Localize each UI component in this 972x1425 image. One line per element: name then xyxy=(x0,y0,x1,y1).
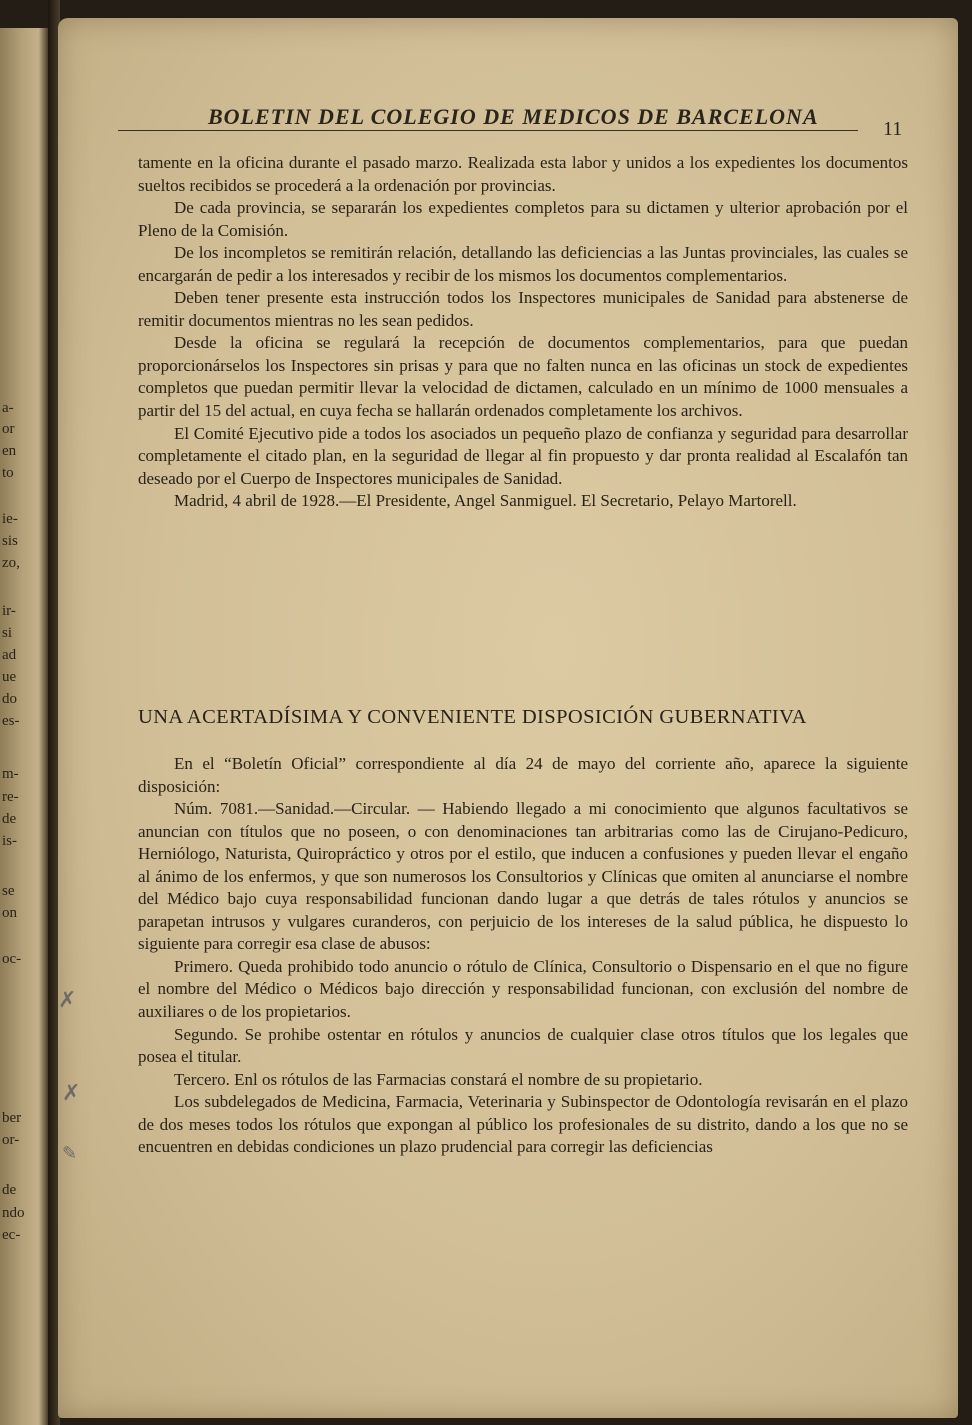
paragraph: Desde la oficina se regulará la recepción de documentos complementarios, para que puedan proporcionárselos los Inspectores sin prisas y para que no falten nunca en las oficinas un stock de expedientes completos que puedan permitir llevar la velocidad de dictamen, calculado en un mínimo de 1000 mensuales a partir del 15 del actual, en cuya fecha se hallarán ordenados completamente los archivos. xyxy=(138,333,908,421)
left-page-text-fragment: ec- xyxy=(2,1227,21,1243)
left-page-text-fragment: ue xyxy=(2,669,17,685)
left-page-text-fragment: se xyxy=(2,883,15,899)
left-page-text-fragment: en xyxy=(2,443,17,459)
left-page-text-fragment: to xyxy=(2,465,14,481)
paragraph: Segundo. Se prohibe ostentar en rótulos y anuncios de cualquier clase otros títulos que los legales que posea el titular. xyxy=(138,1024,908,1067)
left-page-text-fragment: ndo xyxy=(2,1205,25,1221)
paragraph: El Comité Ejecutivo pide a todos los asociados un pequeño plazo de confianza y seguridad para desarrollar completamente el citado plan, en la seguridad de llegar al fin propuesto y dar pronta realidad al Escalafón tan deseado por el Cuerpo de Inspectores municipales de Sanidad. xyxy=(138,423,908,488)
left-page-text-fragment: or xyxy=(2,421,15,437)
left-page-text-fragment: ber xyxy=(2,1110,22,1126)
paragraph: Los subdelegados de Medicina, Farmacia, Veterinaria y Subinspector de Odontología revisarán en el plazo de dos meses todos los rótulos que expongan al público los profesionales de su distrito, dando a los que no se encuentren en debidas condiciones un plazo prudencial para corregir las deficiencias xyxy=(138,1092,908,1157)
paragraph: De los incompletos se remitirán relación, detallando las deficiencias a las Juntas provinciales, las cuales se encargarán de pedir a los interesados y recibir de los mismos los documentos complementarios. xyxy=(138,243,908,285)
paragraph: tamente en la oficina durante el pasado marzo. Realizada esta labor y unidos a los expedientes los documentos sueltos recibidos se procederá a la ordenación por provincias. xyxy=(138,153,908,195)
paragraph: Deben tener presente esta instrucción todos los Inspectores municipales de Sanidad para abstenerse de remitir documentos mientras no les sean pedidos. xyxy=(138,288,908,330)
section-title: UNA ACERTADÍSIMA Y CONVENIENTE DISPOSICIÓN GUBERNATIVA xyxy=(138,706,807,728)
left-page-text-fragment: is- xyxy=(2,833,17,849)
left-facing-page xyxy=(0,28,48,1425)
pencil-cross-mark-icon: ✗ xyxy=(58,988,77,1013)
left-page-text-fragment: on xyxy=(2,905,17,921)
left-page-text-fragment: zo, xyxy=(2,555,20,571)
paragraph: Primero. Queda prohibido todo anuncio o rótulo de Clínica, Consultorio o Dispensario en el que no figure el nombre del Médico o Médicos bajo dirección y responsabilidad funcionan, con exclusión del nombre de auxiliares o de los propietarios. xyxy=(138,956,908,1022)
left-page-text-fragment: es- xyxy=(2,713,20,729)
section2-body xyxy=(138,753,908,1159)
left-page-text-fragment: ie- xyxy=(2,511,18,527)
paragraph: Tercero. Enl os rótulos de las Farmacias constará el nombre de su propietario. xyxy=(174,1069,703,1089)
paragraph: De cada provincia, se separarán los expedientes completos para su dictamen y ulterior aprobación por el Pleno de la Comisión. xyxy=(138,198,908,240)
left-page-text-fragment: de xyxy=(2,811,17,827)
left-page-text-fragment: a- xyxy=(2,400,14,416)
left-page-text-fragment: re- xyxy=(2,789,19,805)
left-page-text-fragment: do xyxy=(2,691,17,707)
header-rule xyxy=(118,130,858,131)
running-header-title: BOLETIN DEL COLEGIO DE MEDICOS DE BARCELONA xyxy=(208,104,819,129)
left-page-text-fragment: si xyxy=(2,625,13,641)
paragraph: En el “Boletín Oficial” correspondiente al día 24 de mayo del corriente año, aparece la siguiente disposición: xyxy=(138,754,908,796)
left-page-text-fragment: sis xyxy=(2,533,18,549)
pencil-cross-mark-icon: ✗ xyxy=(62,1081,81,1106)
left-page-text-fragment: oc- xyxy=(2,951,22,967)
left-page-text-fragment: m- xyxy=(2,766,19,782)
left-page-text-fragment: ir- xyxy=(2,603,16,619)
signature-paragraph: Madrid, 4 abril de 1928.—El Presidente, Angel Sanmiguel. El Secretario, Pelayo Martorell. xyxy=(174,491,797,511)
document-page xyxy=(58,18,958,1418)
paragraph: Núm. 7081.—Sanidad.—Circular. — Habiendo llegado a mi conocimiento que algunos facultativos se anuncian con títulos que no poseen, o con denominaciones tan arbitrarias como las de Cirujano-Pedicuro, Herniólogo, Naturista, Quiropráctico y otros por el estilo, que inducen a confusiones y pueden llevar el engaño al ánimo de los enfermos, y que son numerosos los Consultorios y Clínicas que omiten al anunciarse el nombre del Médico bajo cuya responsabilidad funcionan dando lugar a que detrás de tales rótulos y anuncios se parapetan intrusos y vulgares curanderos, con perjuicio de los intereses de la salud pública, he dispuesto lo siguiente para corregir esa clase de abusos: xyxy=(138,799,908,954)
left-page-text-fragment: or- xyxy=(2,1132,20,1148)
pencil-mark-icon: ✎ xyxy=(62,1143,78,1164)
page-number: 11 xyxy=(883,118,903,140)
left-page-text-fragment: de xyxy=(2,1182,17,1198)
left-page-text-fragment: ad xyxy=(2,647,17,663)
section1-body xyxy=(138,152,908,513)
